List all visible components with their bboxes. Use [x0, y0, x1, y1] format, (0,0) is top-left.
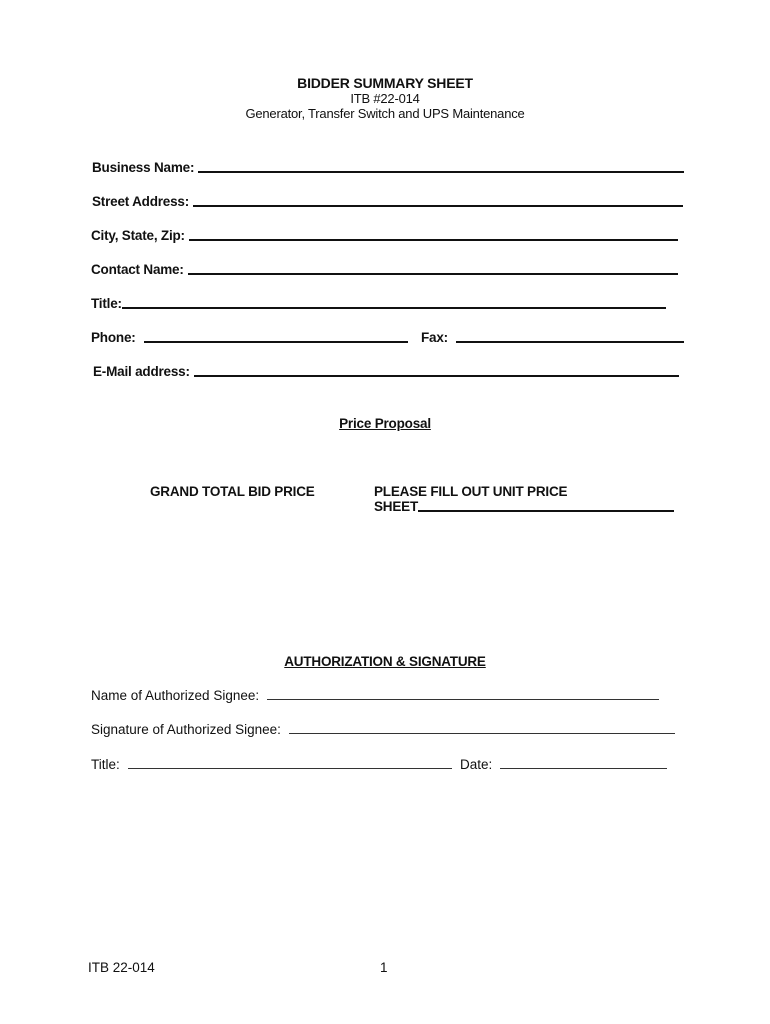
- sheet-title: BIDDER SUMMARY SHEET: [297, 75, 473, 91]
- email-field[interactable]: [93, 364, 679, 379]
- fax-field[interactable]: [421, 330, 684, 345]
- authorized-signature-label: Signature of Authorized Signee:: [91, 722, 281, 737]
- fax-label: Fax:: [421, 330, 448, 345]
- city-state-zip-field[interactable]: [91, 228, 678, 243]
- email-label: E-Mail address:: [93, 364, 190, 379]
- grand-total-label: GRAND TOTAL BID PRICE: [150, 484, 315, 499]
- city-state-zip-line[interactable]: [189, 239, 678, 241]
- date-label: Date:: [460, 757, 493, 772]
- project-subtitle: Generator, Transfer Switch and UPS Maintenance: [245, 106, 525, 121]
- unit-price-line-1: PLEASE FILL OUT UNIT PRICE: [374, 484, 568, 499]
- bidder-title-field[interactable]: [91, 296, 666, 311]
- business-name-field[interactable]: [92, 160, 684, 175]
- city-state-zip-label: City, State, Zip:: [91, 228, 185, 243]
- footer-doc-id: ITB 22-014: [88, 960, 155, 975]
- street-address-label: Street Address:: [92, 194, 190, 209]
- authorization-heading: AUTHORIZATION & SIGNATURE: [284, 654, 486, 669]
- phone-label: Phone:: [91, 330, 136, 345]
- price-proposal-heading: Price Proposal: [339, 416, 431, 431]
- email-line[interactable]: [194, 375, 679, 377]
- unit-price-sheet-word: SHEET: [374, 499, 419, 514]
- signee-title-label: Title:: [91, 757, 120, 772]
- authorized-name-field[interactable]: [91, 688, 659, 703]
- contact-name-field[interactable]: [91, 262, 678, 277]
- document-title: [0, 75, 770, 121]
- fax-line[interactable]: [456, 341, 684, 343]
- street-address-field[interactable]: [92, 194, 683, 209]
- page-number: 1: [380, 960, 388, 975]
- date-line[interactable]: [500, 768, 667, 769]
- authorized-name-line[interactable]: [267, 699, 659, 700]
- itb-number: ITB #22-014: [350, 91, 420, 106]
- signee-title-field[interactable]: [91, 757, 452, 772]
- unit-price-line-2: [374, 499, 674, 514]
- business-name-line[interactable]: [198, 171, 684, 173]
- unit-price-instruction: [374, 484, 674, 514]
- phone-field[interactable]: [91, 330, 408, 345]
- bidder-title-line[interactable]: [122, 307, 666, 309]
- unit-price-line[interactable]: [418, 510, 674, 512]
- authorized-signature-field[interactable]: [91, 722, 675, 737]
- street-address-line[interactable]: [193, 205, 683, 207]
- contact-name-label: Contact Name:: [91, 262, 184, 277]
- authorized-signature-line[interactable]: [289, 733, 675, 734]
- contact-name-line[interactable]: [188, 273, 678, 275]
- business-name-label: Business Name:: [92, 160, 195, 175]
- phone-line[interactable]: [144, 341, 408, 343]
- date-field[interactable]: [460, 757, 667, 772]
- bidder-title-label: Title:: [91, 296, 122, 311]
- signee-title-line[interactable]: [128, 768, 452, 769]
- authorized-name-label: Name of Authorized Signee:: [91, 688, 260, 703]
